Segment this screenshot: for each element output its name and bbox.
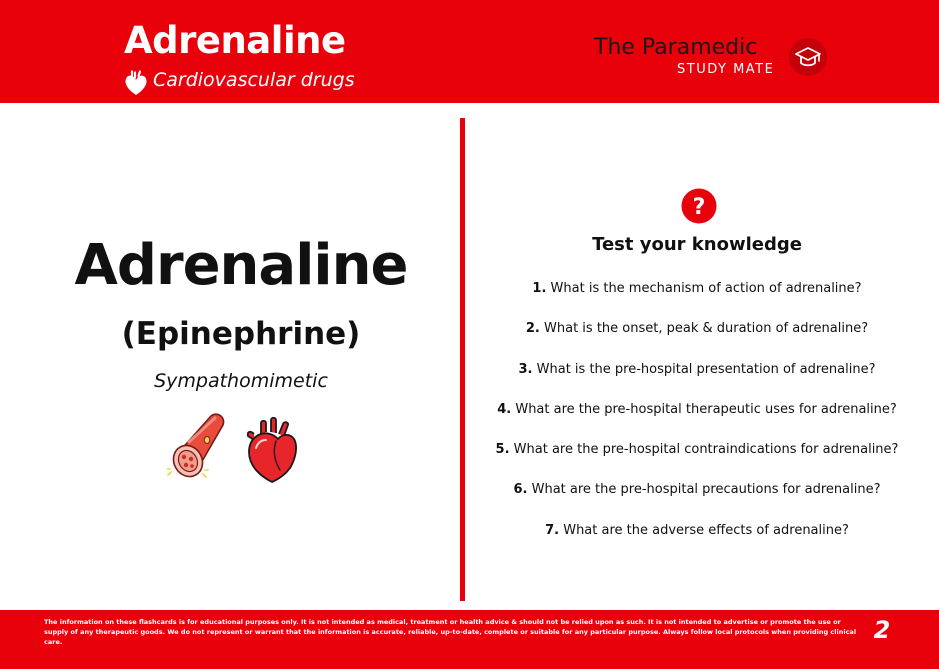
graduation-cap-icon [788, 37, 828, 77]
question-number: 3. [518, 361, 533, 377]
brand-name: The Paramedic [594, 35, 758, 60]
heart-icon [246, 416, 298, 484]
question-number: 2. [525, 321, 540, 337]
drug-name: Adrenaline [74, 233, 408, 298]
question-number: 4. [497, 401, 512, 417]
svg-text:?: ? [692, 195, 706, 220]
question-item [482, 481, 912, 521]
question-number: 6. [513, 482, 528, 498]
question-list [482, 280, 912, 562]
question-text: What are the adverse effects of adrenaline? [559, 522, 849, 538]
question-mark-icon [681, 188, 717, 224]
drug-alt-name: (Epinephrine) [121, 316, 361, 352]
quiz-heading: Test your knowledge [592, 234, 802, 255]
center-divider [460, 118, 465, 601]
question-text: What are the pre-hospital therapeutic uses for adrenaline? [511, 401, 897, 417]
question-text: What is the pre-hospital presentation of adrenaline? [532, 361, 876, 377]
heart-icon [124, 70, 148, 96]
question-text: What is the mechanism of action of adrenaline? [546, 281, 862, 296]
footer-disclaimer: The information on these flashcards is for educational purposes only. It is not intended as medical, treatment or health advice & should not be relied upon as such. It is not intended to advertise or promote the use or supply of any therapeutic goods. We do not represent or warrant that the information is accurate, reliable, up-to-date, complete or suitable for any particular purpose. Always follow local protocols when providing clinical care. [44, 618, 857, 646]
question-text: What is the onset, peak & duration of adrenaline? [539, 321, 869, 337]
drug-class: Sympathomimetic [154, 370, 328, 392]
question-number: 7. [545, 522, 560, 538]
question-item [482, 441, 912, 481]
page-number: 2 [873, 616, 891, 644]
header-subtitle: Cardiovascular drugs [153, 69, 355, 91]
question-text: What are the pre-hospital precautions for adrenaline? [527, 482, 881, 498]
question-item [482, 361, 912, 401]
question-number: 1. [532, 281, 547, 296]
brand-tagline: STUDY MATE [677, 62, 775, 77]
blood-vessel-icon [167, 412, 227, 482]
question-item [482, 401, 912, 441]
question-number: 5. [495, 442, 510, 458]
question-item [482, 320, 912, 360]
header-title: Adrenaline [124, 19, 346, 62]
question-text: What are the pre-hospital contraindications for adrenaline? [509, 442, 899, 458]
question-item [482, 522, 912, 562]
question-item [482, 280, 912, 320]
